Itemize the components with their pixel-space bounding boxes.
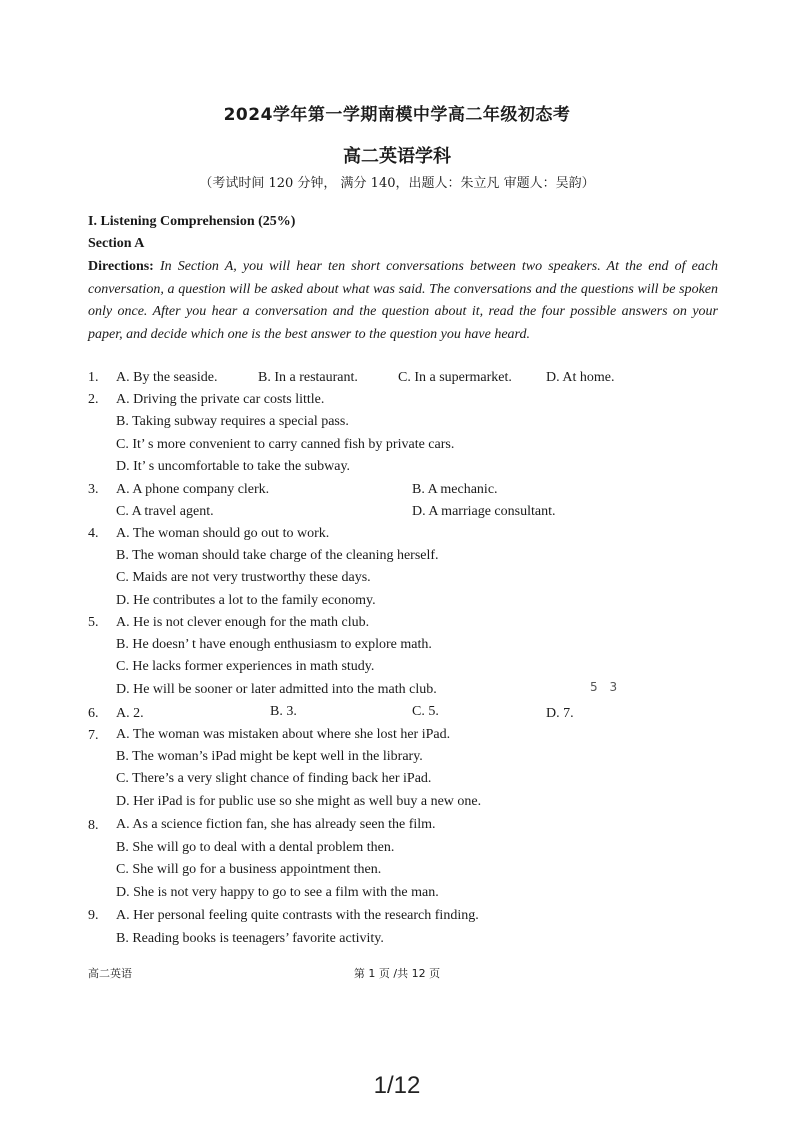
option-d: D. He contributes a lot to the family economy. bbox=[116, 593, 376, 608]
option-d: D. A marriage consultant. bbox=[412, 504, 556, 519]
option-b: B. Taking subway requires a special pass. bbox=[116, 414, 349, 429]
option-a: A. The woman was mistaken about where she lost her iPad. bbox=[116, 727, 451, 742]
option-b: B. 3. bbox=[270, 704, 297, 719]
exam-title: 2024学年第一学期南模中学高二年级初态考 bbox=[223, 105, 571, 125]
option-b: B. The woman should take charge of the cleaning herself. bbox=[116, 548, 439, 563]
option-a: A. As a science fiction fan, she has already seen the film. bbox=[116, 817, 436, 832]
option-d: D. 7. bbox=[546, 706, 574, 721]
question-number: 8. bbox=[88, 818, 99, 833]
footer-page-info: 第 1 页 /共 12 页 bbox=[353, 967, 441, 980]
section-a-heading: Section A bbox=[88, 236, 145, 251]
directions-label: Directions: bbox=[88, 259, 154, 274]
option-c: C. 5. bbox=[412, 704, 439, 719]
option-c: C. A travel agent. bbox=[116, 504, 214, 519]
option-d: D. At home. bbox=[546, 370, 615, 385]
option-c: C. In a supermarket. bbox=[398, 370, 512, 385]
question-number: 5. bbox=[88, 615, 99, 630]
option-b: B. A mechanic. bbox=[412, 482, 498, 497]
option-d: D. He will be sooner or later admitted into the math club. bbox=[116, 682, 437, 697]
exam-subject: 高二英语学科 bbox=[343, 146, 451, 167]
option-a: A. 2. bbox=[116, 706, 144, 721]
option-a: A. The woman should go out to work. bbox=[116, 526, 330, 541]
option-a: A. He is not clever enough for the math club. bbox=[116, 615, 370, 630]
option-c: C. He lacks former experiences in math study. bbox=[116, 659, 375, 674]
option-d: D. She is not very happy to go to see a film with the man. bbox=[116, 885, 439, 900]
option-b: B. She will go to deal with a dental problem then. bbox=[116, 840, 395, 855]
question-number: 7. bbox=[88, 728, 99, 743]
footer-subject: 高二英语 bbox=[88, 967, 132, 980]
page-indicator: 1/12 bbox=[373, 1072, 421, 1099]
option-b: B. Reading books is teenagers’ favorite activity. bbox=[116, 931, 384, 946]
option-c: C. There’s a very slight chance of finding back her iPad. bbox=[116, 771, 432, 786]
option-c: C. It’ s more convenient to carry canned fish by private cars. bbox=[116, 437, 455, 452]
directions bbox=[88, 256, 718, 346]
option-a: A. A phone company clerk. bbox=[116, 482, 270, 497]
option-c: C. Maids are not very trustworthy these days. bbox=[116, 570, 371, 585]
option-b: B. The woman’s iPad might be kept well in the library. bbox=[116, 749, 423, 764]
option-c: C. She will go for a business appointment then. bbox=[116, 862, 382, 877]
exam-info: （考试时间 120 分钟， 满分 140，出题人：朱立凡 审题人：吴韵） bbox=[199, 176, 595, 191]
question-number: 4. bbox=[88, 526, 99, 541]
question-number: 2. bbox=[88, 392, 99, 407]
question-number: 6. bbox=[88, 706, 99, 721]
section-heading: I. Listening Comprehension (25%) bbox=[88, 214, 296, 229]
question-number: 3. bbox=[88, 482, 99, 497]
option-b: B. He doesn’ t have enough enthusiasm to explore math. bbox=[116, 637, 432, 652]
directions-text: In Section A, you will hear ten short conversations between two speakers. At the end of each conversation, a question will be asked about what was said. The conversations and the questions will be spoken only once. After you hear a conversation and the question about it, read the four possible answers on your paper, and decide which one is the best answer to the question you have heard. bbox=[88, 259, 718, 342]
option-d: D. It’ s uncomfortable to take the subway. bbox=[116, 459, 351, 474]
option-a: A. By the seaside. bbox=[116, 370, 218, 385]
question-number: 1. bbox=[88, 370, 99, 385]
question-number: 9. bbox=[88, 908, 99, 923]
option-a: A. Her personal feeling quite contrasts with the research finding. bbox=[116, 908, 479, 923]
option-d: D. Her iPad is for public use so she might as well buy a new one. bbox=[116, 794, 482, 809]
handwritten-note: 5 3 bbox=[590, 680, 622, 694]
option-a: A. Driving the private car costs little. bbox=[116, 392, 325, 407]
option-b: B. In a restaurant. bbox=[258, 370, 358, 385]
